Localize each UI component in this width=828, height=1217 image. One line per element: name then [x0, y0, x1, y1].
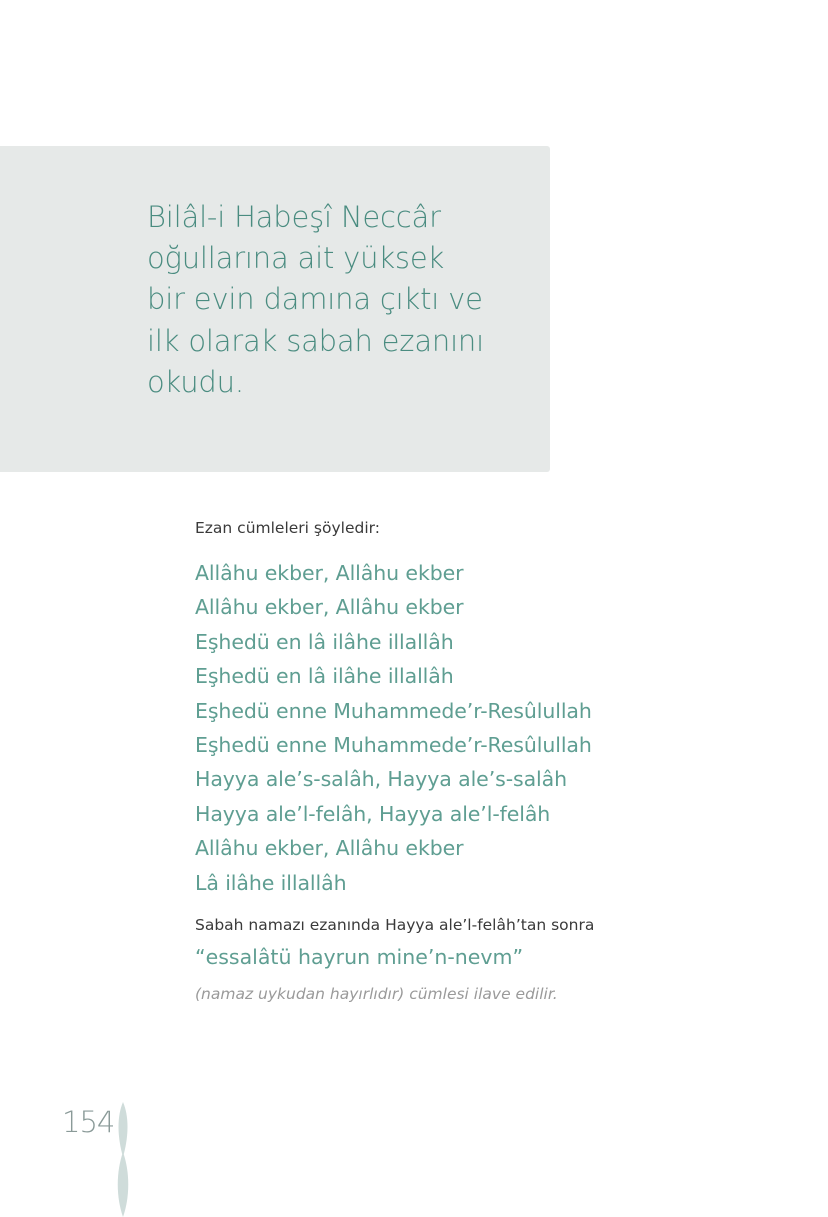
- morning-ezan-translation: (namaz uykudan hayırlıdır) cümlesi ilave edilir.: [195, 985, 558, 1003]
- morning-ezan-note: Sabah namazı ezanında Hayya ale’l-felâh’tan sonra: [195, 916, 595, 934]
- callout-line: bir evin damına çıktı ve: [147, 282, 483, 317]
- callout-text: [147, 197, 547, 403]
- ezan-phrase-list: [195, 556, 592, 900]
- ezan-phrase: Allâhu ekber, Allâhu ekber: [195, 561, 464, 585]
- ezan-phrase: Eşhedü enne Muhammede’r-Resûlullah: [195, 698, 592, 723]
- callout-line: okudu.: [147, 364, 244, 399]
- ezan-phrase: Hayya ale’l-felâh, Hayya ale’l-felâh: [195, 801, 551, 826]
- ezan-phrase: Lâ ilâhe illallâh: [195, 870, 347, 895]
- callout-line: oğullarına ait yüksek: [147, 241, 445, 276]
- ezan-phrase: Eşhedü en lâ ilâhe illallâh: [195, 629, 454, 654]
- morning-ezan-quote: “essalâtü hayrun mine’n-nevm”: [195, 945, 524, 969]
- page-ornament-icon: [116, 1102, 130, 1217]
- ezan-phrase: Allâhu ekber, Allâhu ekber: [195, 836, 464, 861]
- callout-line: ilk olarak sabah ezanını: [147, 323, 484, 358]
- page-number: 154: [62, 1105, 115, 1139]
- ezan-phrase: Allâhu ekber, Allâhu ekber: [195, 595, 464, 620]
- ezan-phrase: Eşhedü en lâ ilâhe illallâh: [195, 664, 454, 689]
- ezan-phrase: Hayya ale’s-salâh, Hayya ale’s-salâh: [195, 767, 567, 792]
- ezan-phrase: Eşhedü enne Muhammede’r-Resûlullah: [195, 733, 592, 758]
- ezan-intro: Ezan cümleleri şöyledir:: [195, 519, 380, 537]
- callout-line: Bilâl-i Habeşî Neccâr: [147, 200, 441, 234]
